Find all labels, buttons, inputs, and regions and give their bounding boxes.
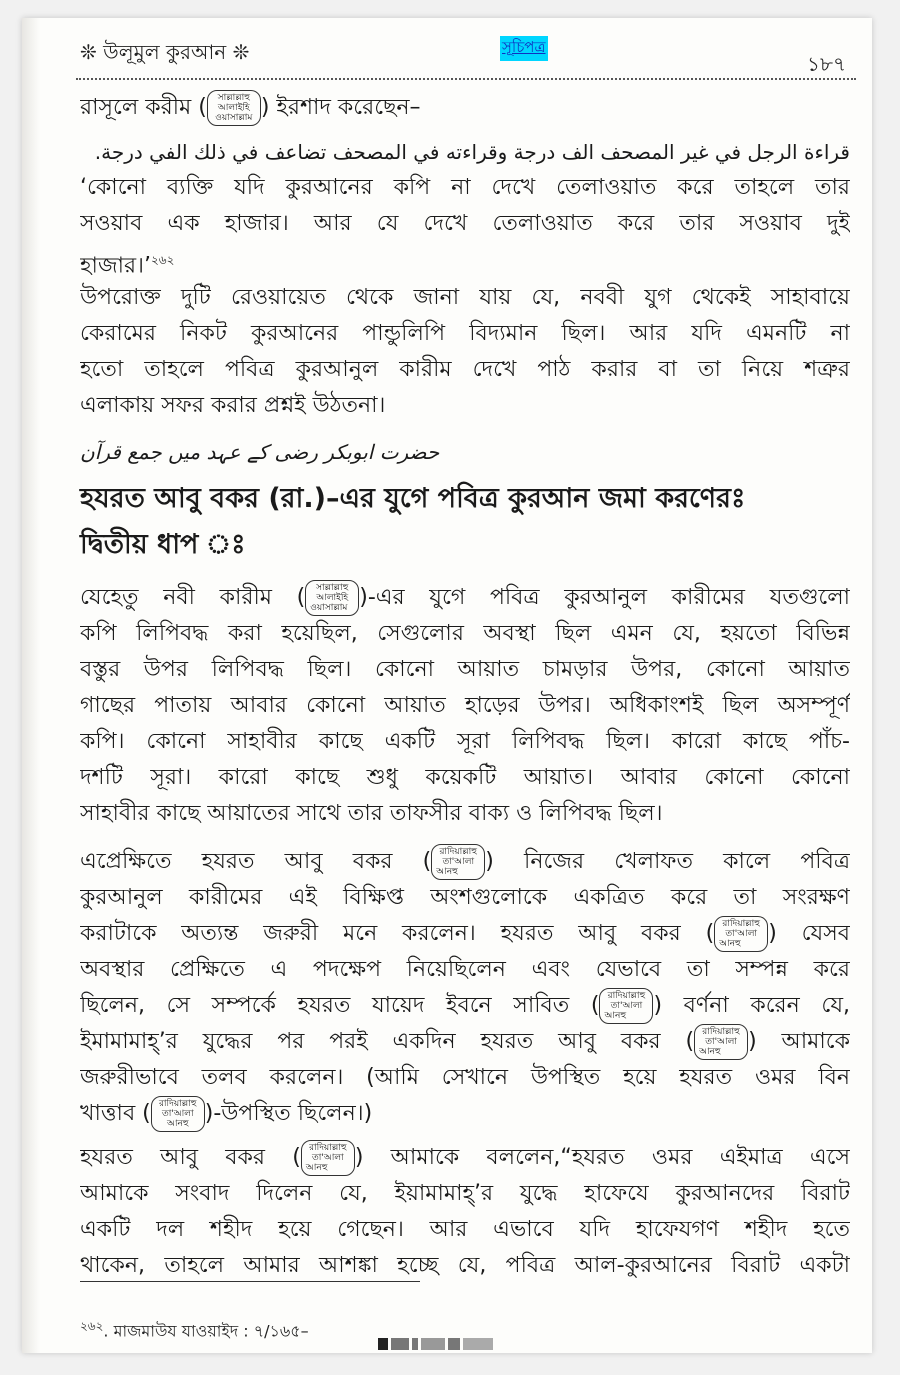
honorific-seal-companion: রাদিয়াল্লাহু তা'আলা আনহু: [431, 844, 485, 880]
paragraph-line: গাছের পাতায় আবার কোনো আয়াত হাড়ের উপর। অধিকাংশই ছিল অসম্পূর্ণ: [80, 693, 850, 718]
paragraph-line-last: সাহাবীর কাছে আয়াতের সাথে তার তাফসীর বাক্য ও লিপিবদ্ধ ছিল।: [80, 801, 663, 826]
paragraph-line: [80, 988, 850, 1024]
paragraph-3: [80, 844, 850, 1132]
paragraph-line: [80, 1024, 850, 1060]
hadith-last-text: হাজার।’: [80, 253, 151, 278]
page-number: ১৮৭: [807, 52, 846, 76]
paragraph-line: [80, 844, 850, 880]
paragraph-text: খাত্তাব (: [80, 1101, 151, 1126]
running-header: [80, 32, 850, 76]
paragraph-text: )-এর যুগে পবিত্র কুরআনুল কারীমের যতগুলো: [359, 585, 850, 610]
paragraph-text: ) বর্ণনা করেন যে,: [653, 993, 850, 1018]
intro-text-post: ) ইরশাদ করেছেন–: [260, 95, 421, 120]
section-heading-line: হযরত আবু বকর (রা.)–এর যুগে পবিত্র কুরআন জমা করণেরঃ: [80, 483, 746, 514]
book-page: [22, 18, 872, 1353]
book-title: ❊ উলূমুল কুরআন ❊: [80, 40, 250, 64]
footnote: [80, 1318, 309, 1345]
paragraph-text: ) আমাকে বললেন,“হযরত ওমর এইমাত্র এসে: [354, 1145, 850, 1170]
footnote-number: ২৬২: [80, 1319, 104, 1333]
intro-block: [80, 90, 850, 126]
paragraph-text: ইমামামাহ্’র যুদ্ধের পর পরই একদিন হযরত আবু বকর (: [80, 1029, 695, 1054]
paragraph-text: হযরত আবু বকর (: [80, 1145, 301, 1170]
paragraph-line: থাকেন, তাহলে আমার আশঙ্কা হচ্ছে যে, পবিত্র আল-কুরআনের বিরাট একটা: [80, 1253, 850, 1278]
arabic-quote-block: [80, 134, 850, 170]
paragraph-line: কুরআনুল কারীমের এই বিক্ষিপ্ত অংশগুলোকে একত্রিত করে তা সংরক্ষণ: [80, 885, 850, 910]
arabic-quote: قراءة الرجل في غير المصحف الف درجة وقراءته في المصحف تضاعف في ذلك الفي درجة.: [94, 140, 850, 164]
honorific-seal-companion: রাদিয়াল্লাহু তা'আলা আনহু: [301, 1140, 355, 1176]
hadith-line: সওয়াব এক হাজার। আর যে দেখে তেলাওয়াত করে তার সওয়াব দুই: [80, 211, 850, 236]
urdu-heading: حضرت ابوبکر رضی کے عہد میں جمع قرآن: [80, 440, 440, 464]
intro-text-pre: রাসূলে করীম (: [80, 95, 207, 120]
paragraph-text: ) নিজের খেলাফত কালে পবিত্র: [485, 849, 850, 874]
paragraph-4: [80, 1140, 850, 1284]
paragraph-text: এপ্রেক্ষিতে হযরত আবু বকর (: [80, 849, 432, 874]
section-heading-line: দ্বিতীয় ধাপ ঃ: [80, 529, 246, 560]
honorific-seal-companion: রাদিয়াল্লাহু তা'আলা আনহু: [599, 988, 653, 1024]
paragraph-text: যেহেতু নবী কারীম (: [80, 585, 306, 610]
paragraph-1: [80, 280, 850, 424]
paragraph-line: [80, 1140, 850, 1176]
honorific-seal-companion: রাদিয়াল্লাহু তা'আলা আনহু: [714, 916, 768, 952]
intro-line: [80, 90, 850, 126]
paragraph-line: জরুরীভাবে তলব করলেন। (আমি সেখানে উপস্থিত হয়ে হযরত ওমর বিন: [80, 1065, 850, 1090]
paragraph-text: ) যেসব: [768, 921, 850, 946]
hadith-line: ‘কোনো ব্যক্তি যদি কুরআনের কপি না দেখে তেলাওয়াত করে তাহলে তার: [80, 175, 850, 200]
honorific-seal-companion: রাদিয়াল্লাহু তা'আলা আনহু: [694, 1024, 748, 1060]
paragraph-line: অবস্থার প্রেক্ষিতে এ পদক্ষেপ নিয়েছিলেন এবং যেভাবে তা সম্পন্ন করে: [80, 957, 850, 982]
paragraph-text: করাটাকে অত্যন্ত জরুরী মনে করলেন। হযরত আবু বকর (: [80, 921, 715, 946]
paragraph-line: উপরোক্ত দুটি রেওয়ায়েত থেকে জানা যায় যে, নববী যুগ থেকেই সাহাবায়ে: [80, 285, 850, 310]
scan-artifact: [378, 1338, 518, 1350]
paragraph-text: ছিলেন, সে সম্পর্কে হযরত যায়েদ ইবনে সাবিত (: [80, 993, 600, 1018]
paragraph-line: কপি। কোনো সাহাবীর কাছে একটি সূরা লিপিবদ্ধ ছিল। কারো কাছে পাঁচ-: [80, 729, 850, 754]
paragraph-line: দশটি সূরা। কারো কাছে শুধু কয়েকটি আয়াত। আবার কোনো কোনো: [80, 765, 850, 790]
section-heading: [80, 476, 850, 568]
paragraph-line: [80, 916, 850, 952]
paragraph-line: আমাকে সংবাদ দিলেন যে, ইয়ামামাহ্’র যুদ্ধে হাফেযে কুরআনদের বিরাট: [80, 1181, 850, 1206]
paragraph-line: কেরামের নিকট কুরআনের পান্ডুলিপি বিদ্যমান ছিল। আর যদি এমনটি না: [80, 321, 850, 346]
honorific-seal-companion: রাদিয়াল্লাহু তা'আলা আনহু: [151, 1096, 205, 1132]
table-of-contents-link[interactable]: সূচিপত্র: [500, 36, 548, 61]
paragraph-line: একটি দল শহীদ হয়ে গেছেন। আর এভাবে যদি হাফেযগণ শহীদ হতে: [80, 1217, 850, 1242]
paragraph-line-last: এলাকায় সফর করার প্রশ্নই উঠতনা।: [80, 393, 386, 418]
page-binding-shadow: [22, 18, 40, 1353]
header-divider: [76, 78, 856, 80]
paragraph-2: [80, 580, 850, 832]
urdu-heading-block: [80, 434, 850, 470]
footnote-divider: [80, 1281, 420, 1282]
paragraph-line: [80, 580, 850, 616]
paragraph-text: )-উপস্থিত ছিলেন।): [204, 1101, 373, 1126]
hadith-line-last: [80, 242, 850, 278]
hadith-translation: [80, 170, 850, 278]
footnote-ref: ২৬২: [150, 253, 175, 267]
footnote-text: . মাজমাউয যাওয়াইদ : ৭/১৬৫–: [103, 1321, 309, 1341]
paragraph-line: বস্তুর উপর লিপিবদ্ধ ছিল। কোনো আয়াত চামড়ার উপর, কোনো আয়াত: [80, 657, 850, 682]
paragraph-line: কপি লিপিবদ্ধ করা হয়েছিল, সেগুলোর অবস্থা ছিল এমন যে, হয়তো বিভিন্ন: [80, 621, 850, 646]
honorific-seal-prophet: সাল্লাল্লাহু আলাইহি ওয়াসাল্লাম: [207, 90, 261, 126]
paragraph-text: ) আমাকে: [748, 1029, 850, 1054]
paragraph-line: হতো তাহলে পবিত্র কুরআনুল কারীম দেখে পাঠ করার বা তা নিয়ে শত্রুর: [80, 357, 850, 382]
paragraph-line-last: [80, 1096, 850, 1132]
honorific-seal-prophet: সাল্লাল্লাহু আলাইহি ওয়াসাল্লাম: [305, 580, 359, 616]
